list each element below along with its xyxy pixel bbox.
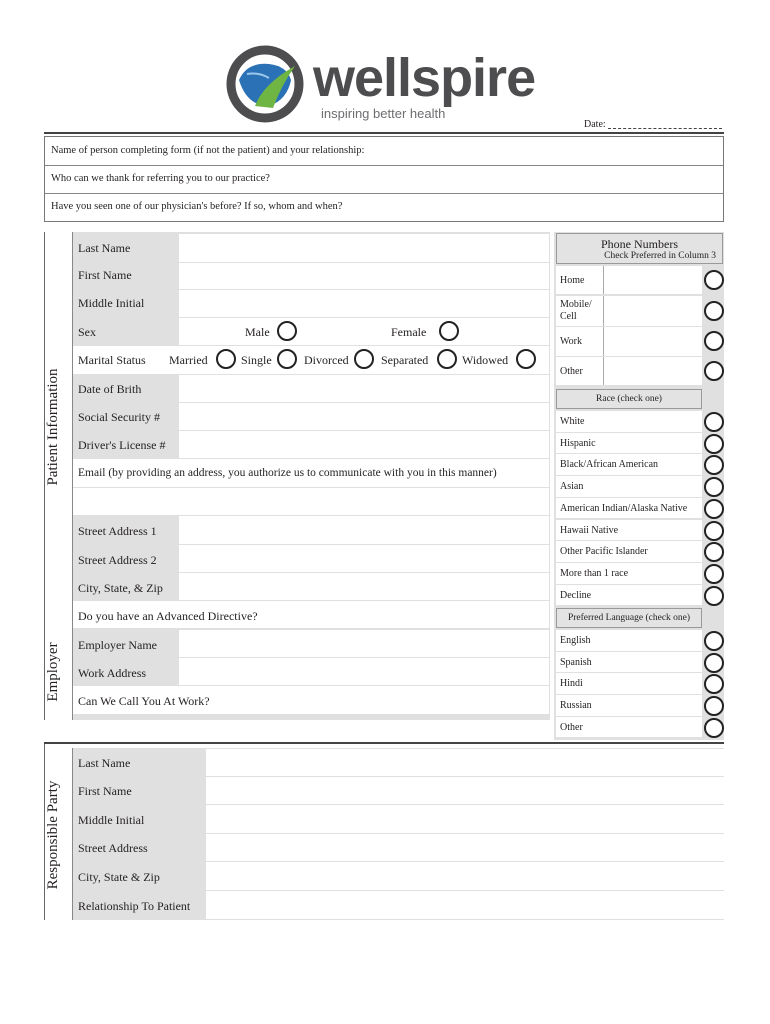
- responsible-party-section-label: Responsible Party: [45, 780, 61, 890]
- marital-married-radio[interactable]: [216, 349, 236, 369]
- language-option-label: Hindi: [560, 678, 583, 690]
- language-option-label: Other: [560, 721, 583, 733]
- language-option-label: English: [560, 635, 591, 646]
- dob-input[interactable]: [179, 375, 549, 402]
- phone-work-label: Work: [560, 336, 582, 347]
- race-option-label: Decline: [560, 589, 592, 601]
- race-option-row: [556, 433, 702, 454]
- logo: [225, 44, 555, 126]
- city-state-zip-label: City, State, & Zip: [78, 581, 163, 595]
- race-option-row: [556, 520, 702, 541]
- top-questions-box: [44, 136, 724, 222]
- sex-female-radio[interactable]: [439, 321, 459, 341]
- race-option-label: Asian: [560, 481, 584, 493]
- rp-relationship-input[interactable]: [206, 891, 724, 919]
- call-at-work-label: Can We Call You At Work?: [78, 694, 210, 708]
- marital-status-label: Marital Status: [78, 353, 146, 367]
- responsible-divider: [44, 742, 724, 744]
- dob-label: Date of Brith: [78, 382, 142, 396]
- wellspire-logo-mark: [225, 44, 305, 124]
- race-option-checkbox[interactable]: [704, 521, 724, 541]
- language-option-row: [556, 717, 702, 738]
- date-field[interactable]: [608, 128, 722, 129]
- phone-mobile-input[interactable]: [603, 296, 699, 326]
- phone-work-preferred[interactable]: [704, 331, 724, 351]
- race-option-label: Other Pacific Islander: [560, 546, 648, 558]
- race-option-label: White: [560, 416, 585, 427]
- last-name-input[interactable]: [179, 234, 549, 262]
- language-option-row: [556, 695, 702, 716]
- race-option-row: [556, 585, 702, 606]
- responsible-section-rule: [44, 744, 45, 920]
- ssn-label: Social Security #: [78, 410, 160, 424]
- language-option-checkbox[interactable]: [704, 631, 724, 651]
- race-option-checkbox[interactable]: [704, 499, 724, 519]
- marital-separated-radio[interactable]: [437, 349, 457, 369]
- sex-label: Sex: [78, 325, 96, 339]
- race-option-row: [556, 454, 702, 475]
- phone-other-label: Other: [560, 366, 583, 377]
- phone-home-input[interactable]: [603, 266, 699, 294]
- rp-city-state-zip-input[interactable]: [206, 862, 724, 890]
- phone-work-input[interactable]: [603, 327, 699, 356]
- race-option-label: Hawaii Native: [560, 524, 619, 536]
- phone-numbers-title: Phone Numbers: [601, 237, 678, 251]
- race-option-checkbox[interactable]: [704, 586, 724, 606]
- rp-last-name-label: Last Name: [78, 756, 131, 770]
- marital-widowed-radio[interactable]: [516, 349, 536, 369]
- race-title: Race (check one): [596, 394, 662, 404]
- language-header: [556, 608, 702, 628]
- language-option-checkbox[interactable]: [704, 653, 724, 673]
- marital-widowed-label: Widowed: [462, 353, 509, 367]
- brand-name: wellspire: [313, 48, 536, 108]
- rp-city-state-zip-label: City, State & Zip: [78, 870, 160, 884]
- phone-mobile-label: Mobile/: [560, 299, 592, 310]
- rp-street-input[interactable]: [206, 834, 724, 861]
- date-label: Date:: [584, 119, 606, 130]
- marital-single-radio[interactable]: [277, 349, 297, 369]
- drivers-license-label: Driver's License #: [78, 438, 166, 452]
- street1-label: Street Address 1: [78, 524, 157, 538]
- work-address-input[interactable]: [179, 658, 549, 685]
- city-state-zip-input[interactable]: [179, 573, 549, 600]
- race-option-label: Hispanic: [560, 437, 596, 449]
- ssn-input[interactable]: [179, 403, 549, 430]
- phone-other-preferred[interactable]: [704, 361, 724, 381]
- top-divider: [44, 132, 724, 134]
- race-option-label: More than 1 race: [560, 567, 629, 579]
- race-option-label: Black/African American: [560, 459, 659, 471]
- sex-female-label: Female: [391, 325, 427, 339]
- language-option-checkbox[interactable]: [704, 696, 724, 716]
- work-address-label: Work Address: [78, 666, 147, 680]
- employer-section-rule: [44, 612, 45, 720]
- rp-relationship-label: Relationship To Patient: [78, 899, 191, 913]
- phone-home-preferred[interactable]: [704, 270, 724, 290]
- sex-male-radio[interactable]: [277, 321, 297, 341]
- phone-cell-label: Cell: [560, 311, 577, 322]
- race-option-checkbox[interactable]: [704, 412, 724, 432]
- marital-married-label: Married: [169, 353, 208, 367]
- question-seen-before: Have you seen one of our physician's before? If so, whom and when?: [51, 201, 343, 212]
- race-option-row: [556, 498, 702, 519]
- question-completer: Name of person completing form (if not the patient) and your relationship:: [51, 145, 365, 156]
- language-option-row: [556, 630, 702, 651]
- middle-initial-label: Middle Initial: [78, 296, 145, 310]
- sex-male-label: Male: [245, 325, 270, 339]
- email-input[interactable]: [73, 488, 549, 515]
- phone-other-input[interactable]: [603, 357, 699, 385]
- employer-name-input[interactable]: [179, 630, 549, 657]
- marital-divorced-radio[interactable]: [354, 349, 374, 369]
- last-name-label: Last Name: [78, 241, 131, 255]
- patient-info-form: [72, 232, 550, 720]
- patient-info-section-label: Patient Information: [45, 368, 61, 486]
- brand-tagline: inspiring better health: [321, 106, 446, 121]
- drivers-license-input[interactable]: [179, 431, 549, 458]
- marital-divorced-label: Divorced: [304, 353, 349, 367]
- language-option-row: [556, 652, 702, 673]
- race-option-checkbox[interactable]: [704, 564, 724, 584]
- middle-initial-input[interactable]: [179, 290, 549, 317]
- street2-input[interactable]: [179, 545, 549, 572]
- race-option-checkbox[interactable]: [704, 477, 724, 497]
- race-option-checkbox[interactable]: [704, 434, 724, 454]
- question-referral: Who can we thank for referring you to our practice?: [51, 173, 270, 184]
- language-option-label: Spanish: [560, 656, 592, 668]
- street1-input[interactable]: [179, 516, 549, 544]
- sex-row: [179, 318, 549, 345]
- race-option-row: [556, 541, 702, 562]
- marital-separated-label: Separated: [381, 353, 429, 367]
- first-name-input[interactable]: [179, 263, 549, 289]
- advanced-directive-label: Do you have an Advanced Directive?: [78, 609, 258, 623]
- language-option-label: Russian: [560, 700, 592, 712]
- employer-name-label: Employer Name: [78, 638, 157, 652]
- race-option-row: [556, 563, 702, 584]
- phone-mobile-preferred[interactable]: [704, 301, 724, 321]
- language-title: Preferred Language (check one): [567, 613, 691, 623]
- marital-single-label: Single: [241, 353, 272, 367]
- first-name-label: First Name: [78, 268, 132, 282]
- rp-first-name-label: First Name: [78, 784, 132, 798]
- email-label: Email (by providing an address, you authorize us to communicate with you in this manner): [78, 467, 497, 479]
- rp-middle-initial-input[interactable]: [206, 805, 724, 833]
- employer-section-label: Employer: [45, 642, 61, 702]
- responsible-party-form: [72, 748, 724, 920]
- race-option-row: [556, 476, 702, 497]
- race-option-label: American Indian/Alaska Native: [560, 502, 688, 514]
- phone-numbers-header: [556, 233, 723, 264]
- rp-first-name-input[interactable]: [206, 777, 724, 804]
- street2-label: Street Address 2: [78, 553, 157, 567]
- phone-home-label: Home: [560, 275, 585, 286]
- phone-numbers-subtitle: Check Preferred in Column 3: [604, 251, 716, 261]
- race-option-row: [556, 411, 702, 432]
- language-option-checkbox[interactable]: [704, 718, 724, 738]
- race-header: [556, 389, 702, 409]
- rp-street-label: Street Address: [78, 841, 148, 855]
- rp-last-name-input[interactable]: [206, 749, 724, 776]
- language-option-row: [556, 673, 702, 694]
- patient-section-rule: [44, 232, 45, 612]
- rp-middle-initial-label: Middle Initial: [78, 813, 145, 827]
